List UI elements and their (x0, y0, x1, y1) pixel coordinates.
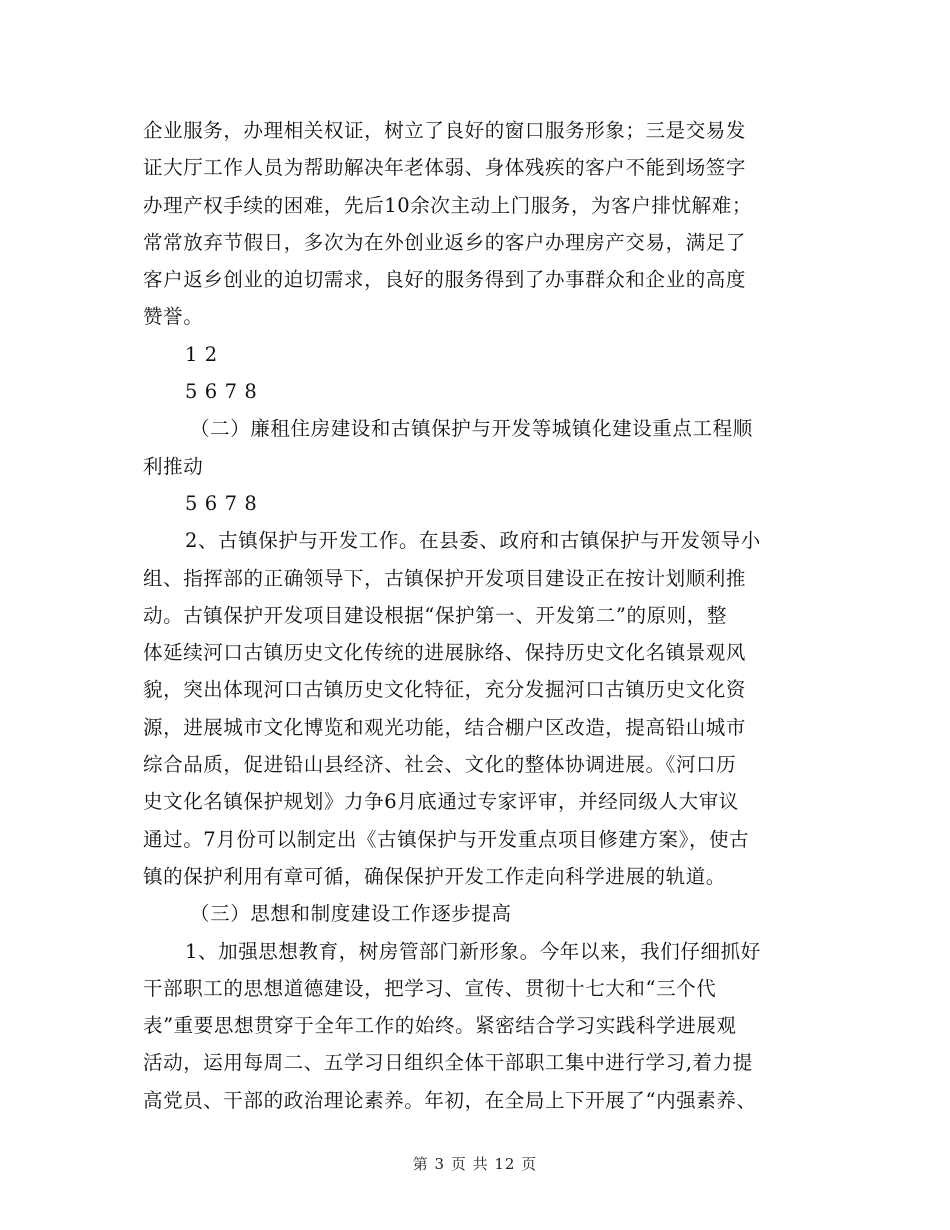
paragraph-ancient-town (143, 522, 808, 895)
page-footer: 第 3 页 共 12 页 (412, 1155, 538, 1173)
section-heading-3 (143, 895, 808, 932)
text-line: （二）廉租住房建设和古镇保护与开发等城镇化建设重点工程顺 (190, 417, 753, 441)
text-line: 镇的保护利用有章可循，确保保护开发工作走向科学进展的轨道。 (143, 864, 726, 888)
text-line: 表”重要思想贯穿于全年工作的始终。紧密结合学习实践科学进展观 (143, 1014, 737, 1038)
text-line: 2、古镇保护与开发工作。在县委、政府和古镇保护与开发领导小 (185, 529, 761, 553)
text-line: 貌，突出体现河口古镇历史文化特征，充分发掘河口古镇历史文化资 (143, 678, 747, 702)
paragraph-service (143, 112, 808, 336)
text-line: （三）思想和制度建设工作逐步提高 (190, 902, 512, 926)
text-line: 证大厅工作人员为帮助解决年老体弱、身体残疾的客户不能到场签字 (143, 156, 747, 180)
paragraph-numbers-3 (143, 485, 808, 522)
paragraph-ideology (143, 933, 808, 1119)
text-line: 组、指挥部的正确领导下，古镇保护开发项目建设正在按计划顺利推 (143, 566, 747, 590)
page-body (143, 112, 808, 1119)
text-line: 5 6 7 8 (185, 491, 258, 515)
paragraph-numbers-2 (143, 373, 808, 410)
text-line: 5 6 7 8 (185, 380, 258, 404)
text-line: 源，进展城市文化博览和观光功能，结合棚户区改造，提高铅山城市 (143, 715, 747, 739)
text-line: 综合品质，促进铅山县经济、社会、文化的整体协调进展。《河口历 (143, 753, 737, 777)
text-line: 通过。7月份可以制定出《古镇保护与开发重点项目修建方案》，使古 (143, 827, 750, 851)
text-line: 体延续河口古镇历史文化传统的进展脉络、保持历史文化名镇景观风 (143, 641, 747, 665)
paragraph-numbers-1 (143, 336, 808, 373)
text-line: 企业服务，办理相关权证，树立了良好的窗口服务形象；三是交易发 (143, 119, 747, 142)
text-line: 史文化名镇保护规划》力争6月底通过专家评审，并经同级人大审议 (143, 790, 739, 814)
section-heading-2 (143, 410, 808, 485)
text-line: 利推动 (143, 454, 204, 478)
text-line: 动。古镇保护开发项目建设根据“保护第一、开发第二”的原则，整 (143, 603, 727, 627)
text-line: 1 2 (185, 342, 218, 366)
text-line: 高党员、干部的政治理论素养。年初，在全局上下开展了“内强素养、 (143, 1088, 757, 1112)
text-line: 常常放弃节假日，多次为在外创业返乡的客户办理房产交易，满足了 (143, 230, 747, 254)
text-line: 赞誉。 (143, 305, 204, 329)
text-line: 1、加强思想教育，树房管部门新形象。今年以来，我们仔细抓好 (185, 939, 761, 963)
text-line: 客户返乡创业的迫切需求，良好的服务得到了办事群众和企业的高度 (143, 268, 747, 292)
text-line: 办理产权手续的困难，先后10余次主动上门服务，为客户排忧解难； (143, 193, 752, 217)
text-line: 活动，运用每周二、五学习日组织全体干部职工集中进行学习,着力提 (143, 1051, 753, 1075)
text-line: 干部职工的思想道德建设，把学习、宣传、贯彻十七大和“三个代 (143, 976, 717, 1000)
